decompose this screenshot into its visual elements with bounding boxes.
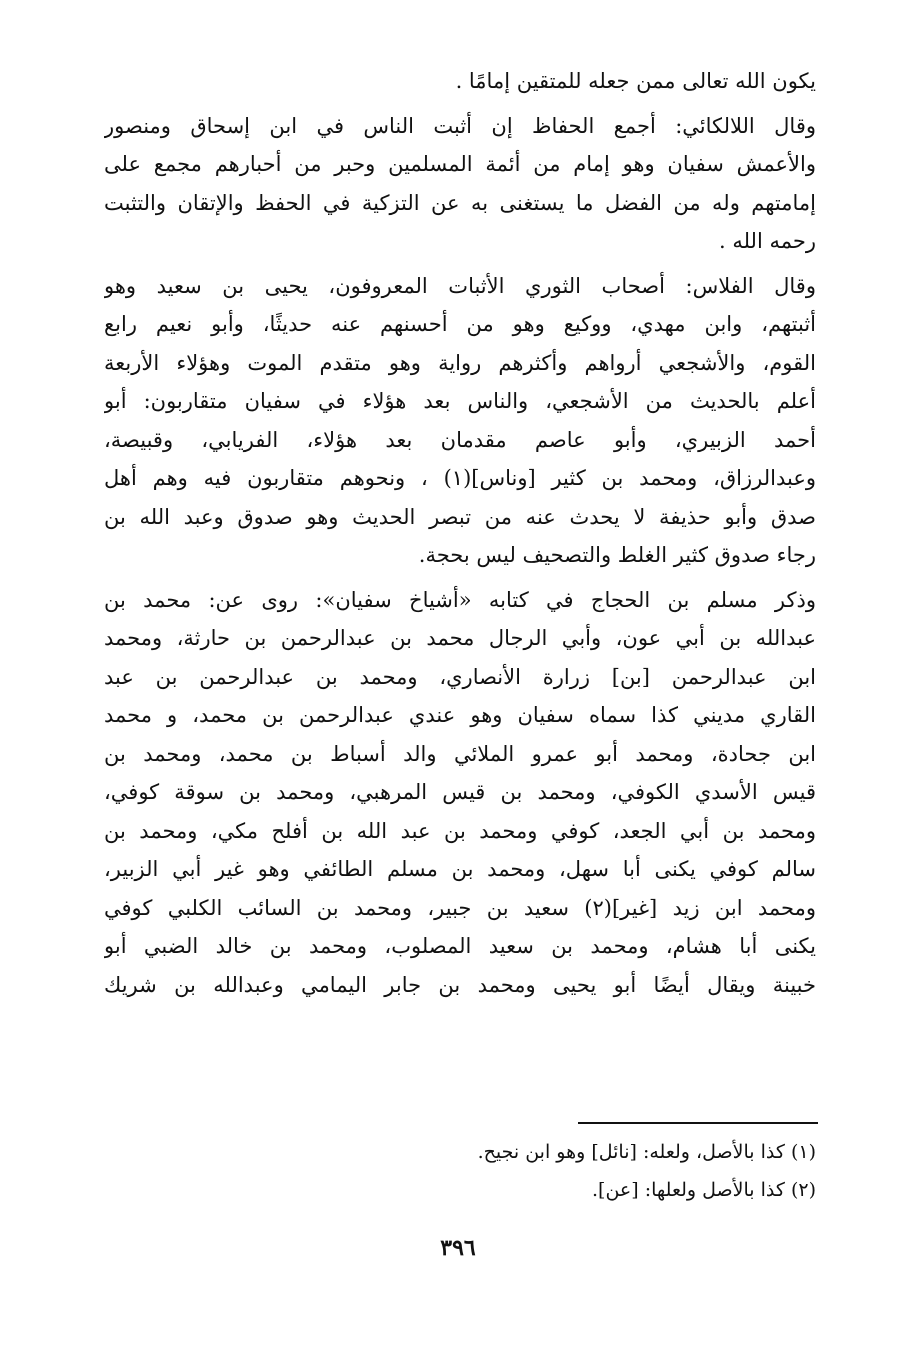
text-line: ومحمد بن أبي الجعد، كوفي ومحمد بن عبد الله بن أفلح مكي، ومحمد بن <box>104 818 816 843</box>
text-line: القوم، والأشجعي أرواهم وأكثرهم رواية وهو متقدم الموت وهؤلاء الأربعة <box>104 350 816 375</box>
text-line: أثبتهم، وابن مهدي، ووكيع وهو من أحسنهم عنه حديثًا، وأبو نعيم رابع <box>104 312 816 336</box>
footnote-separator <box>578 1122 818 1124</box>
text-line: خبينة ويقال أيضًا أبو يحيى ومحمد بن جابر اليمامي وعبدالله بن شريك <box>104 972 816 997</box>
footnote-2: (٢) كذا بالأصل ولعلها: [عن]. <box>592 1179 816 1201</box>
text-line: أحمد الزبيري، وأبو عاصم مقدمان بعد هؤلاء، الفريابي، وقبيصة، <box>104 427 816 452</box>
text-line: والأعمش سفيان وهو إمام من أئمة المسلمين وحبر من أحبارهم مجمع على <box>104 152 816 176</box>
text-line: قيس الأسدي الكوفي، ومحمد بن قيس المرهبي، ومحمد بن سوقة كوفي، <box>104 780 816 804</box>
text-line: أعلم بالحديث من الأشجعي، والناس بعد هؤلاء في سفيان متقاربون: أبو <box>104 389 816 413</box>
footnotes <box>104 1133 816 1209</box>
paragraph-intro <box>104 62 816 101</box>
page-body <box>104 62 816 1004</box>
text-line: صدق وأبو حذيفة لا يحدث عنه من تبصر الحديث وهو صدوق وعبد الله بن <box>104 504 816 529</box>
text-line: ابن جحادة، ومحمد أبو عمرو الملائي والد أسباط بن محمد، ومحمد بن <box>104 741 816 766</box>
page-number: ٣٩٦ <box>440 1235 476 1261</box>
paragraph-muslim <box>104 581 816 1005</box>
text-line: رحمه الله . <box>719 229 816 253</box>
footnote-1: (١) كذا بالأصل، ولعله: [نائل] وهو ابن نجيح. <box>477 1141 816 1163</box>
text-line: يكون الله تعالى ممن جعله للمتقين إمامًا . <box>455 69 816 93</box>
text-line: سالم كوفي يكنى أبا سهل، ومحمد بن مسلم الطائفي وهو غير أبي الزبير، <box>104 857 816 881</box>
text-line: رجاء صدوق كثير الغلط والتصحيف ليس بحجة. <box>418 543 816 567</box>
text-line: وذكر مسلم بن الحجاج في كتابه «أشياخ سفيان»: روى عن: محمد بن <box>104 587 816 612</box>
text-line: عبدالله بن أبي عون، وأبي الرجال محمد بن عبدالرحمن بن حارثة، ومحمد <box>104 626 816 650</box>
text-line: وعبدالرزاق، ومحمد بن كثير [وناس](١) ، ونحوهم متقاربون فيه وهم أهل <box>104 466 816 490</box>
text-line: يكنى أبا هشام، ومحمد بن سعيد المصلوب، ومحمد بن خالد الضبي أبو <box>104 934 816 958</box>
text-line: ومحمد ابن زيد [غير](٢) سعيد بن جبير، ومحمد بن السائب الكلبي كوفي <box>104 895 816 920</box>
text-line: وقال الفلاس: أصحاب الثوري الأثبات المعروفون، يحيى بن سعيد وهو <box>104 273 816 298</box>
text-line: القاري مديني كذا سماه سفيان وهو عندي عبدالرحمن بن محمد، و محمد <box>104 703 816 727</box>
text-line: ابن عبدالرحمن [بن] زرارة الأنصاري، ومحمد بن عبدالرحمن بن عبد <box>104 664 816 689</box>
text-line: إمامتهم وله من الفضل ما يستغنى به عن التزكية في الحفظ والإتقان والتثبت <box>104 190 816 215</box>
paragraph-lalakai <box>104 107 816 261</box>
paragraph-fallas <box>104 267 816 575</box>
text-line: وقال اللالكائي: أجمع الحفاظ إن أثبت الناس في ابن إسحاق ومنصور <box>104 113 816 138</box>
